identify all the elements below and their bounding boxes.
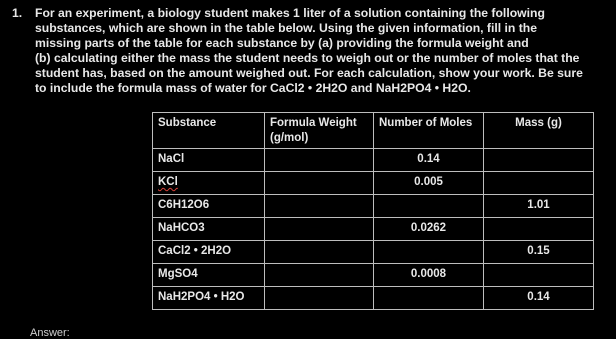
cell-mass[interactable] <box>484 264 594 287</box>
table-row <box>153 172 594 195</box>
substance-formula: NaCl <box>158 153 185 165</box>
substance-formula: NaHCO3 <box>158 222 205 234</box>
substance-formula: C6H12O6 <box>158 199 210 211</box>
substance-formula: MgSO4 <box>158 268 198 280</box>
table-row <box>153 287 594 310</box>
cell-formula-weight[interactable] <box>265 149 374 172</box>
table-row <box>153 264 594 287</box>
cell-mass[interactable]: 0.15 <box>484 241 594 264</box>
question-line: (b) calculating either the mass the student needs to weigh out or the number of moles that the <box>35 51 580 65</box>
cell-mass[interactable] <box>484 172 594 195</box>
answer-label: Answer: <box>30 327 70 339</box>
cell-substance[interactable] <box>153 149 265 172</box>
table-header-row <box>153 113 594 149</box>
question-text <box>35 6 595 96</box>
header-substance: Substance <box>153 113 265 149</box>
table-row <box>153 241 594 264</box>
table-row <box>153 149 594 172</box>
cell-substance[interactable] <box>153 241 265 264</box>
substance-formula: NaH2PO4 • H2O <box>158 291 245 303</box>
cell-moles[interactable]: 0.005 <box>374 172 484 195</box>
substance-formula: KCl <box>158 176 178 188</box>
cell-mass[interactable]: 1.01 <box>484 195 594 218</box>
cell-moles[interactable] <box>374 241 484 264</box>
cell-substance[interactable] <box>153 264 265 287</box>
header-mass: Mass (g) <box>484 113 594 149</box>
question-block <box>12 6 612 96</box>
question-line: For an experiment, a biology student makes 1 liter of a solution containing the following <box>35 6 545 20</box>
header-moles: Number of Moles <box>374 113 484 149</box>
substance-table <box>152 112 594 310</box>
question-line: to include the formula mass of water for CaCl2 • 2H2O and NaH2PO4 • H2O. <box>35 81 471 95</box>
substance-formula: CaCl2 • 2H2O <box>158 245 232 257</box>
question-line: substances, which are shown in the table below. Using the given information, fill in the <box>35 21 538 35</box>
cell-substance[interactable] <box>153 172 265 195</box>
question-number: 1. <box>12 6 23 20</box>
cell-formula-weight[interactable] <box>265 241 374 264</box>
question-line: missing parts of the table for each substance by (a) providing the formula weight and <box>35 36 529 50</box>
table-row <box>153 195 594 218</box>
cell-formula-weight[interactable] <box>265 287 374 310</box>
cell-moles[interactable]: 0.0262 <box>374 218 484 241</box>
cell-mass[interactable] <box>484 149 594 172</box>
cell-formula-weight[interactable] <box>265 264 374 287</box>
cell-formula-weight[interactable] <box>265 172 374 195</box>
cell-moles[interactable]: 0.0008 <box>374 264 484 287</box>
cell-mass[interactable] <box>484 218 594 241</box>
cell-substance[interactable] <box>153 218 265 241</box>
cell-moles[interactable] <box>374 195 484 218</box>
cell-substance[interactable] <box>153 195 265 218</box>
cell-moles[interactable]: 0.14 <box>374 149 484 172</box>
cell-substance[interactable] <box>153 287 265 310</box>
cell-formula-weight[interactable] <box>265 195 374 218</box>
cell-formula-weight[interactable] <box>265 218 374 241</box>
cell-mass[interactable]: 0.14 <box>484 287 594 310</box>
table-row <box>153 218 594 241</box>
header-formula-weight: Formula Weight (g/mol) <box>265 113 374 149</box>
cell-moles[interactable] <box>374 287 484 310</box>
question-line: student has, based on the amount weighed out. For each calculation, show your work. Be sure <box>35 66 583 80</box>
